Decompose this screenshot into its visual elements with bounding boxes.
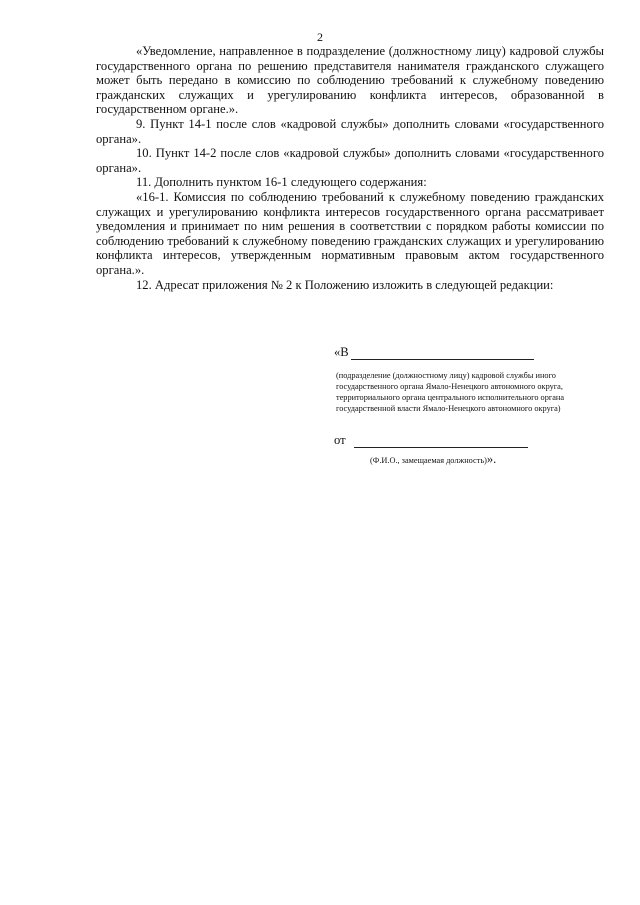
paragraph-item-9: 9. Пункт 14-1 после слов «кадровой службы» дополнить словами «государственного органа». (96, 116, 604, 146)
addressee-to-blank (351, 347, 534, 360)
addressee-from-prefix: от (334, 433, 346, 447)
addressee-to-caption: (подразделение (должностному лицу) кадровой службы иного государственного органа Ямало-Ненецкого автономного округа, территориального органа центрального исполнительного органа государственной власти Ямало-Ненецкого автономного округа) (336, 371, 565, 413)
paragraph-item-16-1-quote: «16-1. Комиссия по соблюдению требований к служебному поведению гражданских служащих и урегулированию конфликта интересов государственного органа рассматривает уведомления и принимает по ним решения в соответствии с порядком работы комиссии по соблюдению требований к служебному поведению гражданских служащих и урегулированию конфликта интересов, утвержденным нормативным правовым актом государственного органа.». (96, 189, 604, 277)
document-body (96, 44, 604, 292)
paragraph-item-12: 12. Адресат приложения № 2 к Положению изложить в следующей редакции: (136, 277, 554, 292)
addressee-from-caption: (Ф.И.О., замещаемая должность) (370, 456, 487, 465)
addressee-to-prefix: «В (334, 345, 349, 359)
addressee-from-caption-line (336, 454, 604, 466)
page-number: 2 (317, 30, 323, 44)
form-closing-quote: ». (486, 452, 497, 466)
addressee-form (336, 344, 604, 466)
paragraph-item-10: 10. Пункт 14-2 после слов «кадровой службы» дополнить словами «государственного органа». (96, 146, 604, 175)
paragraph-notification-quote: «Уведомление, направленное в подразделение (должностному лицу) кадровой службы государственного органа по решению представителя нанимателя гражданского служащего может быть передано в комиссию по соблюдению требований к служебному поведению гражданских служащих и урегулированию конфликта интересов, образованной в государственном органе.». (96, 44, 604, 117)
paragraph-item-11: 11. Дополнить пунктом 16-1 следующего содержания: (136, 175, 427, 190)
addressee-from-line (334, 432, 604, 448)
addressee-from-blank (354, 435, 528, 448)
addressee-to-line (334, 344, 604, 360)
